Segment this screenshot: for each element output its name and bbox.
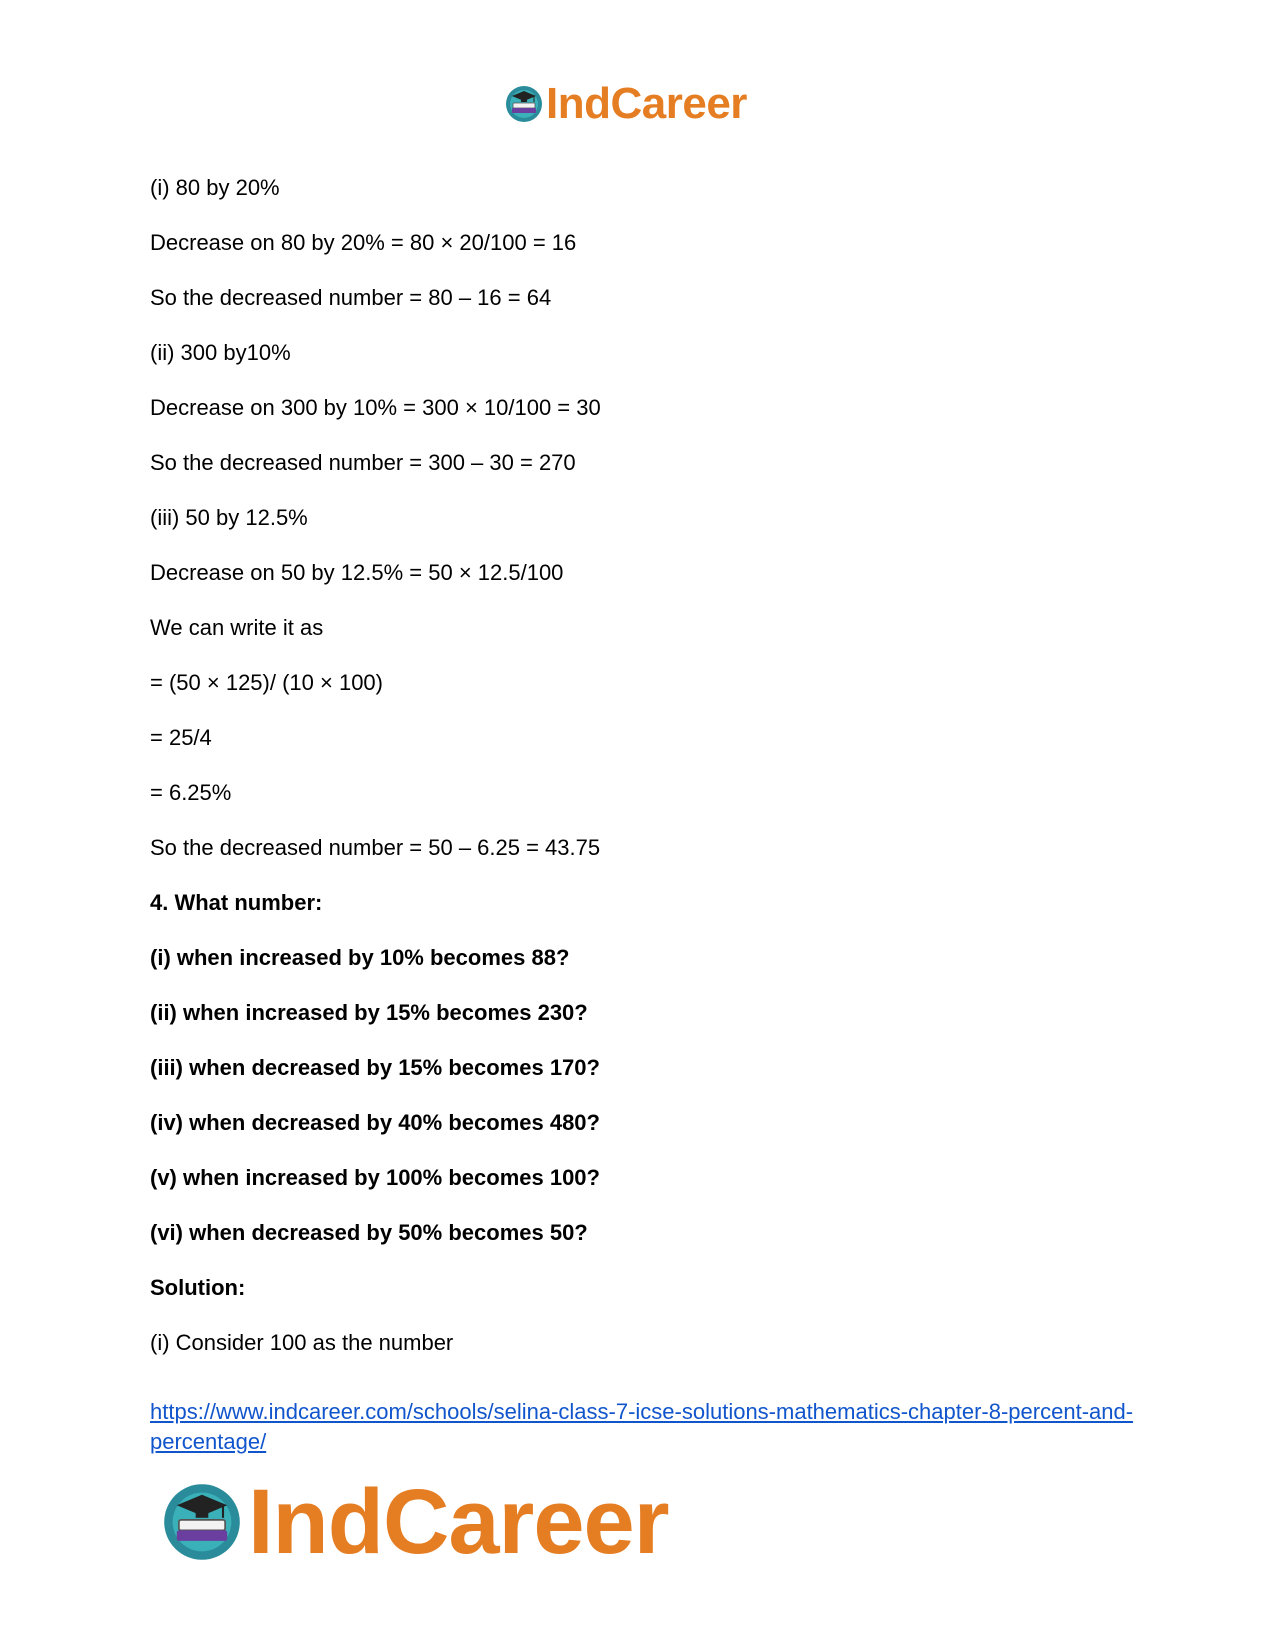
question-line: (iii) when decreased by 15% becomes 170? xyxy=(150,1055,600,1080)
solution-line: Decrease on 300 by 10% = 300 × 10/100 = 30 xyxy=(150,395,601,420)
solution-line: (i) Consider 100 as the number xyxy=(150,1330,454,1355)
footer-logo xyxy=(160,1472,669,1572)
header-logo-text: IndCareer xyxy=(546,79,747,128)
source-link[interactable]: https://www.indcareer.com/schools/selina-class-7-icse-solutions-mathematics-chapter-8-percent-and-percentage/ xyxy=(150,1399,1134,1454)
solution-line: = 25/4 xyxy=(150,725,212,750)
solution-line: So the decreased number = 50 – 6.25 = 43.75 xyxy=(150,835,601,860)
graduation-book-icon xyxy=(504,84,544,124)
solution-line: = 6.25% xyxy=(150,780,232,805)
question-line: 4. What number: xyxy=(150,890,323,915)
solution-line: We can write it as xyxy=(150,615,324,640)
question-line: (vi) when decreased by 50% becomes 50? xyxy=(150,1220,588,1245)
question-line: (ii) when increased by 15% becomes 230? xyxy=(150,1000,588,1025)
question-line: (i) when increased by 10% becomes 88? xyxy=(150,945,570,970)
footer-logo-text: IndCareer xyxy=(248,1471,669,1573)
solution-line: (iii) 50 by 12.5% xyxy=(150,505,308,530)
graduation-book-icon xyxy=(160,1480,244,1564)
solution-line: (i) 80 by 20% xyxy=(150,175,280,200)
solution-line: So the decreased number = 300 – 30 = 270 xyxy=(150,450,576,475)
question-line: (iv) when decreased by 40% becomes 480? xyxy=(150,1110,600,1135)
solution-line: = (50 × 125)/ (10 × 100) xyxy=(150,670,383,695)
solution-line: (ii) 300 by10% xyxy=(150,340,291,365)
document-body xyxy=(150,175,1130,1385)
solution-line: Decrease on 50 by 12.5% = 50 × 12.5/100 xyxy=(150,560,564,585)
question-line: Solution: xyxy=(150,1275,246,1300)
header-logo xyxy=(504,80,747,128)
solution-line: Decrease on 80 by 20% = 80 × 20/100 = 16 xyxy=(150,230,577,255)
solution-line: So the decreased number = 80 – 16 = 64 xyxy=(150,285,552,310)
question-line: (v) when increased by 100% becomes 100? xyxy=(150,1165,600,1190)
